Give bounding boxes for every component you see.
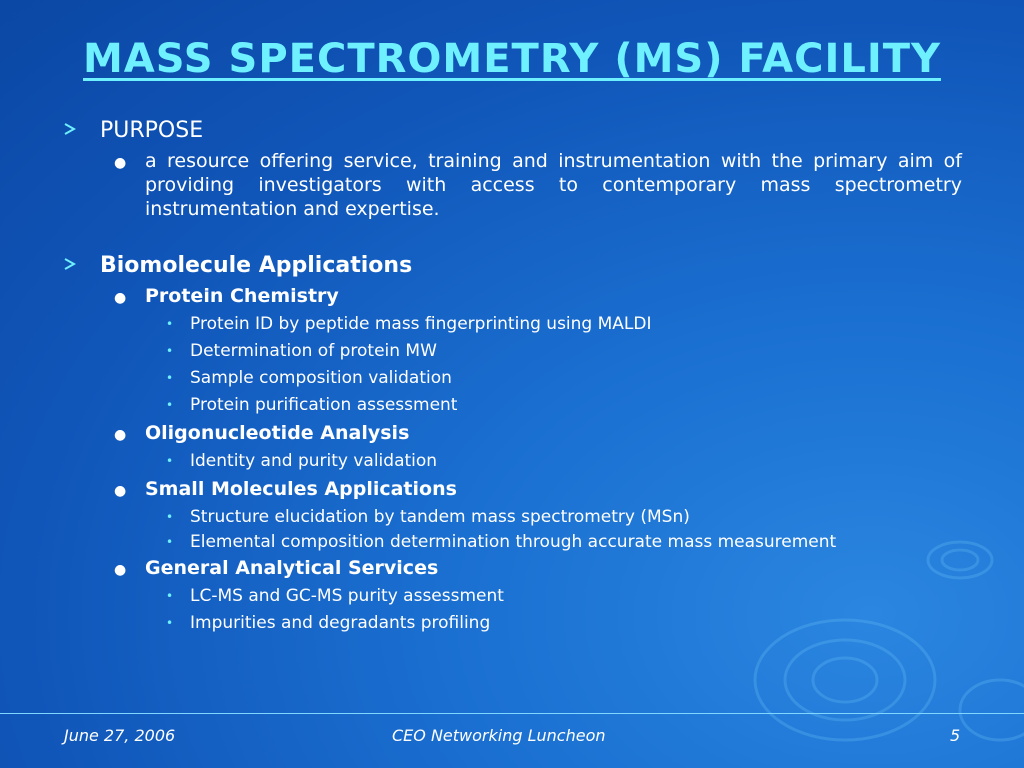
slide-body xyxy=(62,118,962,635)
list-item: • LC-MS and GC-MS purity assessment xyxy=(166,586,504,606)
section-heading-purpose: PURPOSE xyxy=(62,118,962,143)
dot-bullet-icon: ● xyxy=(114,483,127,499)
list-item: • Protein purification assessment xyxy=(166,395,458,415)
dot-bullet-icon: ● xyxy=(114,427,127,443)
list-item: • Impurities and degradants profiling xyxy=(166,613,491,633)
dot-bullet-icon: ● xyxy=(114,290,127,306)
footer-date: June 27, 2006 xyxy=(64,726,176,745)
small-bullet-icon: • xyxy=(166,535,174,549)
list-item: • Elemental composition determination through accurate mass measurement xyxy=(166,532,837,552)
purpose-paragraph: ● a resource offering service, training and instrumentation with the primary aim of providing investigators with access to contemporary mass spectrometry instrumentation and expertise. xyxy=(114,150,962,220)
small-bullet-icon: • xyxy=(166,616,174,630)
section-heading-biomolecule: Biomolecule Applications xyxy=(62,253,962,278)
group-heading-general-analytical: ● General Analytical Services xyxy=(62,556,962,580)
arrow-bullet-icon xyxy=(64,123,76,135)
list-item: • Protein ID by peptide mass fingerprinting using MALDI xyxy=(166,314,652,334)
dot-bullet-icon: ● xyxy=(114,562,127,578)
group-heading-protein-chemistry: ● Protein Chemistry xyxy=(62,284,962,308)
list-item: • Sample composition validation xyxy=(166,368,452,388)
slide-title: MASS SPECTROMETRY (MS) FACILITY xyxy=(83,36,941,82)
group-heading-small-molecules: ● Small Molecules Applications xyxy=(62,477,962,501)
list-item: • Identity and purity validation xyxy=(166,451,438,471)
arrow-bullet-icon xyxy=(64,258,76,270)
group-heading-oligonucleotide: ● Oligonucleotide Analysis xyxy=(62,421,962,445)
footer-event-name: CEO Networking Luncheon xyxy=(392,726,606,745)
small-bullet-icon: • xyxy=(166,589,174,603)
small-bullet-icon: • xyxy=(166,317,174,331)
footer-divider xyxy=(0,713,1024,714)
small-bullet-icon: • xyxy=(166,398,174,412)
footer-page-number: 5 xyxy=(950,726,961,745)
list-item: • Determination of protein MW xyxy=(166,341,437,361)
small-bullet-icon: • xyxy=(166,510,174,524)
small-bullet-icon: • xyxy=(166,454,174,468)
small-bullet-icon: • xyxy=(166,344,174,358)
dot-bullet-icon: ● xyxy=(114,155,127,171)
list-item: • Structure elucidation by tandem mass spectrometry (MSn) xyxy=(166,507,690,527)
small-bullet-icon: • xyxy=(166,371,174,385)
